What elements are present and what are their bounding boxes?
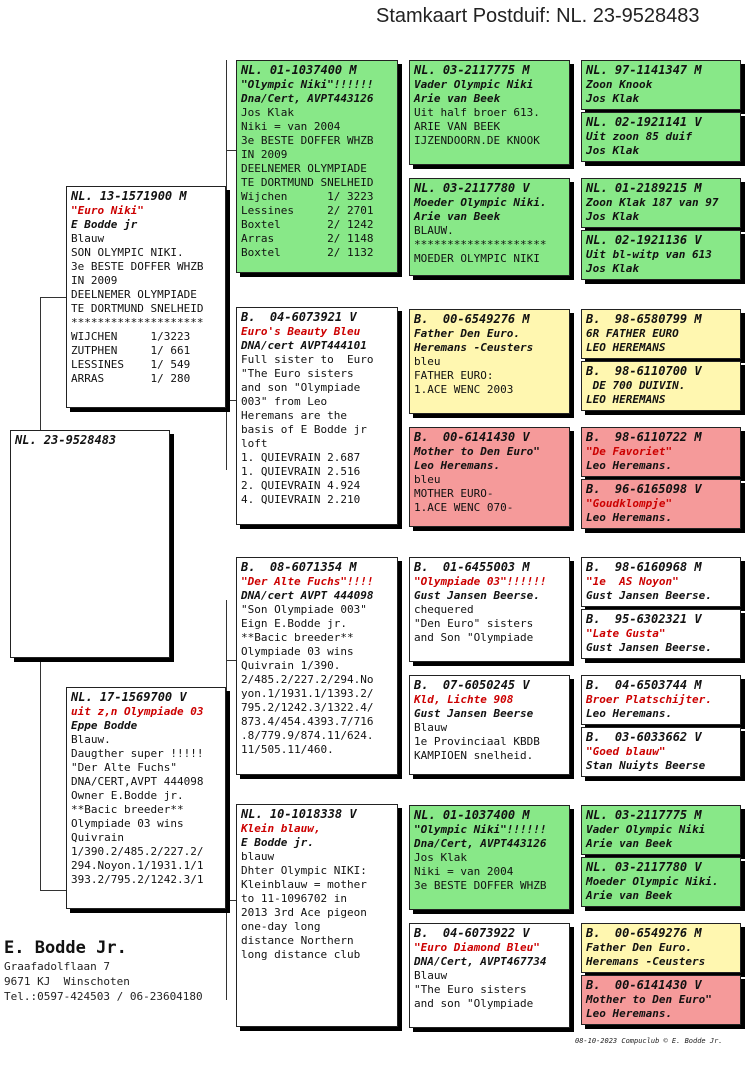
- info-line: bleu: [414, 473, 441, 486]
- pigeon-name: 6R FATHER EURO: [586, 327, 679, 340]
- info-line: 2013 3rd Ace pigeon: [241, 906, 367, 919]
- info-line: Blauw: [414, 721, 448, 734]
- ring-number: NL. 13-1571900 M: [71, 189, 187, 203]
- ring-number: B. 98-6110722 M: [586, 430, 702, 444]
- info-line: BLAUW.: [414, 224, 454, 237]
- g3-card[interactable]: [409, 675, 570, 775]
- info-line: KAMPIOEN snelheid.: [414, 749, 534, 762]
- info-line: ********************: [414, 238, 547, 251]
- g4-card[interactable]: [581, 178, 741, 228]
- info-line: Olympiade 03 wins: [71, 817, 184, 830]
- info-line: ZUTPHEN 1/ 661: [71, 344, 191, 357]
- info-line: 2. QUIEVRAIN 4.924: [241, 479, 361, 492]
- info-line: 1.ACE WENC 070-: [414, 501, 514, 514]
- breeder: Heremans -Ceusters: [414, 341, 534, 354]
- g3-card[interactable]: [409, 60, 570, 165]
- pigeon-name: "Euro Niki": [71, 204, 144, 217]
- pigeon-name: Uit zoon 85 duif: [586, 130, 692, 143]
- pigeon-name: Zoon Knook: [586, 78, 653, 91]
- g4-card[interactable]: [581, 675, 741, 725]
- pigeon-name: Vader Olympic Niki: [586, 823, 706, 836]
- info-line: LESSINES 1/ 549: [71, 358, 191, 371]
- breeder: Stan Nuiyts Beerse: [586, 759, 706, 772]
- ring-number: B. 96-6165098 V: [586, 482, 702, 496]
- connector: [226, 660, 236, 661]
- info-line: Niki = van 2004: [241, 120, 341, 133]
- pigeon-name: Zoon Klak 187 van 97: [586, 196, 719, 209]
- connector: [226, 150, 236, 151]
- ff-card[interactable]: [236, 60, 398, 273]
- ring-number: NL. 01-1037400 M: [241, 63, 357, 77]
- father-card[interactable]: [66, 186, 226, 408]
- g3-card[interactable]: [409, 309, 570, 414]
- info-line: Lessines 2/ 2701: [241, 204, 374, 217]
- ring-number: NL. 01-2189215 M: [586, 181, 702, 195]
- pigeon-name: Moeder Olympic Niki.: [586, 875, 719, 888]
- ring-number: B. 07-6050245 V: [414, 678, 530, 692]
- ring-number: B. 00-6549276 M: [586, 926, 702, 940]
- breeder: Arie van Beek: [414, 92, 501, 105]
- g4-card[interactable]: [581, 805, 741, 855]
- breeder: Leo Heremans.: [586, 1007, 673, 1020]
- info-line: Quivrain 1/390.: [241, 659, 341, 672]
- info-line: yon.1/1931.1/1393.2/: [241, 687, 374, 700]
- breeder: LEO HEREMANS: [586, 341, 666, 354]
- pigeon-name: "Olympic Niki"!!!!!!: [241, 78, 374, 91]
- info-line: 1.ACE WENC 2003: [414, 383, 514, 396]
- pigeon-name: "Olympic Niki"!!!!!!: [414, 823, 547, 836]
- info-line: "The Euro sisters: [241, 367, 354, 380]
- info-line: and Son "Olympiade: [414, 631, 534, 644]
- pigeon-name: Moeder Olympic Niki.: [414, 196, 547, 209]
- info-line: ********************: [71, 316, 204, 329]
- ring-number: B. 00-6549276 M: [414, 312, 530, 326]
- info-line: IN 2009: [71, 274, 118, 287]
- info-line: MOTHER EURO-: [414, 487, 494, 500]
- g4-card[interactable]: [581, 112, 741, 162]
- info-line: TE DORTMUND SNELHEID: [241, 176, 374, 189]
- info-line: long distance club: [241, 948, 361, 961]
- g4-card[interactable]: [581, 557, 741, 607]
- breeder: Heremans -Ceusters: [586, 955, 706, 968]
- g3-card[interactable]: [409, 427, 570, 527]
- ring-number: NL. 03-2117775 M: [586, 808, 702, 822]
- info-line: Daugther super !!!!!: [71, 747, 204, 760]
- ring-number: NL. 02-1921136 V: [586, 233, 702, 247]
- breeder: Gust Jansen Beerse.: [414, 589, 540, 602]
- ring-number: NL. 97-1141347 M: [586, 63, 702, 77]
- pigeon-name: "Goudklompje": [586, 497, 673, 510]
- pigeon-name: Broer Platschijter.: [586, 693, 712, 706]
- breeder: Jos Klak: [586, 92, 639, 105]
- pigeon-name: Mother to Den Euro": [586, 993, 712, 1006]
- info-line: FATHER EURO:: [414, 369, 494, 382]
- g4-card[interactable]: [581, 923, 741, 973]
- ring-number: NL. 17-1569700 V: [71, 690, 187, 704]
- info-line: distance Northern: [241, 934, 354, 947]
- info-line: TE DORTMUND SNELHEID: [71, 302, 204, 315]
- connector: [40, 890, 66, 891]
- info-line: MOEDER OLYMPIC NIKI: [414, 252, 540, 265]
- breeder: Arie van Beek: [586, 837, 673, 850]
- footer-credit: 08-10-2023 Compuclub © E. Bodde Jr.: [575, 1037, 723, 1045]
- info-line: and son "Olympiade: [241, 381, 361, 394]
- info-line: Eign E.Bodde jr.: [241, 617, 347, 630]
- g4-card[interactable]: [581, 60, 741, 110]
- info-line: Kleinblauw = mother: [241, 878, 367, 891]
- info-line: Olympiade 03 wins: [241, 645, 354, 658]
- info-line: DEELNEMER OLYMPIADE: [241, 162, 367, 175]
- info-line: 1. QUIEVRAIN 2.687: [241, 451, 361, 464]
- info-line: Jos Klak: [414, 851, 467, 864]
- breeder: Arie van Beek: [414, 210, 501, 223]
- info-line: and son "Olympiade: [414, 997, 534, 1010]
- dna-cert: Dna/Cert, AVPT443126: [241, 92, 374, 105]
- info-line: one-day long: [241, 920, 321, 933]
- g4-card[interactable]: [581, 361, 741, 411]
- g4-card[interactable]: [581, 309, 741, 359]
- ring-number: B. 00-6141430 V: [586, 978, 702, 992]
- info-line: Blauw: [71, 232, 105, 245]
- info-line: .8/779.9/874.11/624.: [241, 729, 374, 742]
- info-line: chequered: [414, 603, 474, 616]
- info-line: loft: [241, 437, 268, 450]
- pigeon-name: Father Den Euro.: [586, 941, 692, 954]
- g3-card[interactable]: [409, 178, 570, 276]
- connector: [226, 400, 236, 401]
- ring-number: B. 04-6073921 V: [241, 310, 357, 324]
- pigeon-name: "Olympiade 03"!!!!!!: [414, 575, 547, 588]
- dna-cert: DNA/cert AVPT444101: [241, 339, 367, 352]
- breeder: E Bodde jr: [71, 218, 138, 231]
- breeder: Jos Klak: [586, 210, 639, 223]
- info-line: 873.4/454.4393.7/716: [241, 715, 374, 728]
- info-line: **Bacic breeder**: [241, 631, 354, 644]
- page-title: Stamkaart Postduif: NL. 23-9528483: [376, 5, 700, 27]
- info-line: Jos Klak: [241, 106, 294, 119]
- info-line: basis of E Bodde jr: [241, 423, 367, 436]
- pigeon-name: uit z,n Olympiade 03: [71, 705, 204, 718]
- connector: [40, 657, 41, 890]
- pigeon-name: Vader Olympic Niki: [414, 78, 534, 91]
- info-line: Blauw.: [71, 733, 111, 746]
- breeder: Gust Jansen Beerse.: [586, 589, 712, 602]
- subject-card[interactable]: [10, 430, 170, 658]
- connector: [40, 297, 41, 430]
- pigeon-name: Kld, Lichte 908: [414, 693, 514, 706]
- ring-number: B. 03-6033662 V: [586, 730, 702, 744]
- info-line: Owner E.Bodde jr.: [71, 789, 184, 802]
- owner-city: 9671 KJ Winschoten: [4, 975, 130, 988]
- breeder: Gust Jansen Beerse: [414, 707, 534, 720]
- breeder: Gust Jansen Beerse.: [586, 641, 712, 654]
- info-line: "Den Euro" sisters: [414, 617, 534, 630]
- breeder: Leo Heremans.: [586, 511, 673, 524]
- breeder: Eppe Bodde: [71, 719, 138, 732]
- connector: [226, 900, 236, 901]
- ring-number: NL. 01-1037400 M: [414, 808, 530, 822]
- owner-phone: Tel.:0597-424503 / 06-23604180: [4, 990, 203, 1003]
- ring-number: NL. 03-2117775 M: [414, 63, 530, 77]
- dna-cert: DNA/cert AVPT 444098: [241, 589, 374, 602]
- info-line: IN 2009: [241, 148, 288, 161]
- info-line: IJZENDOORN.DE KNOOK: [414, 134, 540, 147]
- connector: [226, 60, 227, 470]
- ring-number: B. 98-6110700 V: [586, 364, 702, 378]
- pigeon-name: "Goed blauw": [586, 745, 666, 758]
- info-line: 795.2/1242.3/1322.4/: [241, 701, 374, 714]
- info-line: 2/485.2/227.2/294.No: [241, 673, 374, 686]
- info-line: DNA/CERT,AVPT 444098: [71, 775, 204, 788]
- ring-number: B. 04-6503744 M: [586, 678, 702, 692]
- g4-card[interactable]: [581, 427, 741, 477]
- breeder: Leo Heremans.: [586, 459, 673, 472]
- ring-number: B. 98-6160968 M: [586, 560, 702, 574]
- breeder: Leo Heremans.: [414, 459, 501, 472]
- info-line: DEELNEMER OLYMPIADE: [71, 288, 197, 301]
- ring-number: B. 04-6073922 V: [414, 926, 530, 940]
- ring-number: NL. 10-1018338 V: [241, 807, 357, 821]
- pigeon-name: "De Favoriet": [586, 445, 673, 458]
- info-line: ARRAS 1/ 280: [71, 372, 191, 385]
- connector: [40, 297, 66, 298]
- info-line: WIJCHEN 1/3223: [71, 330, 191, 343]
- g3-card[interactable]: [409, 805, 570, 910]
- ring-number: B. 08-6071354 M: [241, 560, 357, 574]
- g4-card[interactable]: [581, 727, 741, 777]
- info-line: "The Euro sisters: [414, 983, 527, 996]
- ring-number: NL. 03-2117780 V: [586, 860, 702, 874]
- breeder: Jos Klak: [586, 144, 639, 157]
- info-line: "Son Olympiade 003": [241, 603, 367, 616]
- info-line: Arras 2/ 1148: [241, 232, 374, 245]
- info-line: 003" from Leo: [241, 395, 328, 408]
- info-line: 4. QUIEVRAIN 2.210: [241, 493, 361, 506]
- info-line: ARIE VAN BEEK: [414, 120, 501, 133]
- info-line: Heremans are the: [241, 409, 347, 422]
- info-line: SON OLYMPIC NIKI.: [71, 246, 184, 259]
- info-line: Full sister to Euro: [241, 353, 374, 366]
- g3-card[interactable]: [409, 557, 570, 662]
- ring-number: NL. 03-2117780 V: [414, 181, 530, 195]
- info-line: Boxtel 2/ 1242: [241, 218, 374, 231]
- g4-card[interactable]: [581, 609, 741, 659]
- breeder: Jos Klak: [586, 262, 639, 275]
- owner-block: [4, 937, 203, 1004]
- info-line: 393.2/795.2/1242.3/1: [71, 873, 204, 886]
- info-line: Blauw: [414, 969, 448, 982]
- breeder: Arie van Beek: [586, 889, 673, 902]
- info-line: "Der Alte Fuchs": [71, 761, 177, 774]
- info-line: 11/505.11/460.: [241, 743, 334, 756]
- pigeon-name: "1e AS Noyon": [586, 575, 679, 588]
- info-line: bleu: [414, 355, 441, 368]
- g4-card[interactable]: [581, 975, 741, 1025]
- info-line: 3e BESTE DOFFER WHZB: [414, 879, 547, 892]
- fm-card[interactable]: [236, 307, 398, 525]
- ring-number: B. 98-6580799 M: [586, 312, 702, 326]
- info-line: 1/390.2/485.2/227.2/: [71, 845, 204, 858]
- g4-card[interactable]: [581, 479, 741, 529]
- info-line: to 11-1096702 in: [241, 892, 347, 905]
- pigeon-name: "Euro Diamond Bleu": [414, 941, 540, 954]
- ring-number: NL. 02-1921141 V: [586, 115, 702, 129]
- info-line: Dhter Olympic NIKI:: [241, 864, 367, 877]
- breeder: E Bodde jr.: [241, 836, 314, 849]
- dna-cert: DNA/Cert, AVPT467734: [414, 955, 547, 968]
- owner-name: E. Bodde Jr.: [4, 938, 127, 958]
- ring-number: B. 01-6455003 M: [414, 560, 530, 574]
- info-line: **Bacic breeder**: [71, 803, 184, 816]
- pigeon-name: Father Den Euro.: [414, 327, 520, 340]
- pigeon-name: "Late Gusta": [586, 627, 666, 640]
- mm-card[interactable]: [236, 804, 398, 1027]
- info-line: 294.Noyon.1/1931.1/1: [71, 859, 204, 872]
- ring-number: B. 95-6302321 V: [586, 612, 702, 626]
- pigeon-name: Uit bl-witp van 613: [586, 248, 712, 261]
- pigeon-name: Klein blauw,: [241, 822, 321, 835]
- g4-card[interactable]: [581, 857, 741, 907]
- mother-card[interactable]: [66, 687, 226, 909]
- info-line: 1e Provinciaal KBDB: [414, 735, 540, 748]
- pigeon-name: Mother to Den Euro": [414, 445, 540, 458]
- info-line: Quivrain: [71, 831, 124, 844]
- pigeon-name: Euro's Beauty Bleu: [241, 325, 361, 338]
- info-line: Boxtel 2/ 1132: [241, 246, 374, 259]
- g4-card[interactable]: [581, 230, 741, 280]
- owner-address: Graafadolflaan 7: [4, 960, 110, 973]
- pigeon-name: DE 700 DUIVIN.: [586, 379, 686, 392]
- info-line: 1. QUIEVRAIN 2.516: [241, 465, 361, 478]
- dna-cert: Dna/Cert, AVPT443126: [414, 837, 547, 850]
- mf-card[interactable]: [236, 557, 398, 775]
- subject-id: NL. 23-9528483: [15, 433, 117, 447]
- info-line: Uit half broer 613.: [414, 106, 540, 119]
- info-line: Niki = van 2004: [414, 865, 514, 878]
- info-line: 3e BESTE DOFFER WHZB: [241, 134, 374, 147]
- pigeon-name: "Der Alte Fuchs"!!!!: [241, 575, 374, 588]
- g3-card[interactable]: [409, 923, 570, 1028]
- breeder: LEO HEREMANS: [586, 393, 666, 406]
- info-line: Wijchen 1/ 3223: [241, 190, 374, 203]
- breeder: Leo Heremans.: [586, 707, 673, 720]
- info-line: blauw: [241, 850, 275, 863]
- info-line: 3e BESTE DOFFER WHZB: [71, 260, 204, 273]
- ring-number: B. 00-6141430 V: [414, 430, 530, 444]
